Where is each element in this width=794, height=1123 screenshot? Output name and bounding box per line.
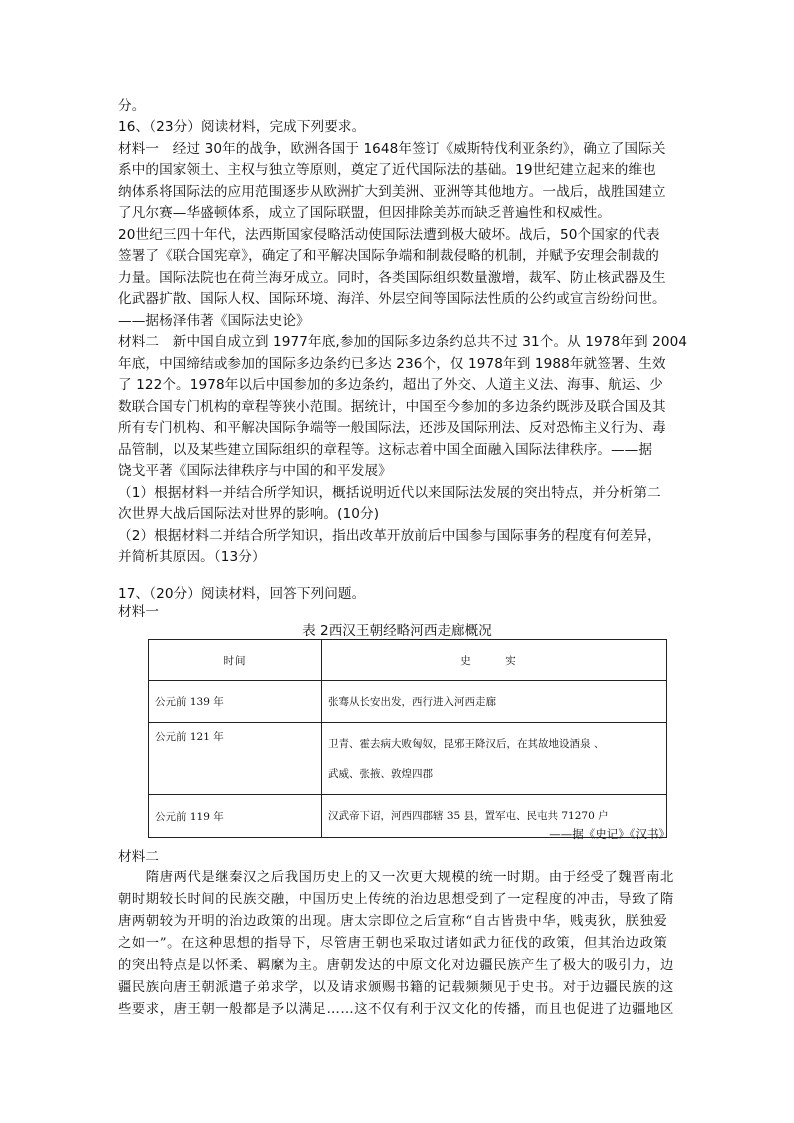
- text-line: 分。: [118, 98, 146, 114]
- facts-cell: [322, 681, 667, 723]
- text-line: 朝时期较长时间的民族交融，中国历史上传统的治边思想受到了一定程度的冲击，导致了隋: [118, 892, 674, 907]
- text-line: 疆民族向唐王朝派遣子弟求学，以及请求颁赐书籍的记载频频见于史书。对于边疆民族的这: [118, 980, 674, 995]
- material-label: 材料一: [118, 604, 160, 620]
- text-line: 所有专门机构、和平解决国际争端等一般国际法，还涉及国际刑法、反对恐怖主义行为、毒: [118, 420, 666, 436]
- text-line: 的突出特点是以怀柔、羁縻为主。唐朝发达的中原文化对边疆民族产生了极大的吸引力，边: [118, 958, 674, 973]
- question-17-heading: 17、（20分）阅读材料，回答下列问题。: [118, 586, 366, 602]
- text-line: 签署了《联合国宪章》，确定了和平解决国际争端和制裁侵略的机制，并赋予安理会制裁的: [118, 248, 659, 264]
- table-caption: 表 2西汉王朝经略河西走廊概况: [302, 623, 492, 639]
- sub-question: （2）根据材料二并结合所学知识，指出改革开放前后中国参与国际事务的程度有何差异，: [118, 528, 661, 544]
- text-line: 纳体系将国际法的应用范围逐步从欧洲扩大到美洲、亚洲等其他地方。一战后，战胜国建立: [118, 184, 666, 200]
- table-header-row: [149, 640, 667, 681]
- source-citation: ——据杨泽伟著《国际法史论》: [118, 313, 310, 329]
- table-source: ——据《史记》《汉书》: [549, 827, 670, 841]
- facts-cell: [322, 723, 667, 795]
- fact-line: 武威、张掖、敦煌四郡: [328, 767, 433, 780]
- text-line: 隋唐两代是继秦汉之后我国历史上的又一次更大规模的统一时期。由于经受了魏晋南北: [118, 870, 674, 885]
- fact-line: 张骞从长安出发，西行进入河西走廊: [328, 695, 496, 708]
- table-row: [149, 681, 667, 723]
- text-line: 材料一 经过 30年的战争，欧洲各国于 1648年签订《威斯特伐利亚条约》，确立了国际关: [118, 141, 666, 157]
- sub-question: 次世界大战后国际法对世界的影响。(10分): [118, 506, 380, 522]
- text-line: 数联合国专门机构的章程等狭小范围。据统计，中国至今参加的多边条约既涉及联合国及其: [118, 399, 666, 415]
- text-line: 系中的国家领土、主权与独立等原则，奠定了近代国际法的基础。19世纪建立起来的维也: [118, 162, 656, 178]
- time-cell: 公元前 121 年: [149, 723, 322, 795]
- question-16-heading: 16、（23分）阅读材料，完成下列要求。: [118, 119, 366, 135]
- text-line: 了 122个。1978年以后中国参加的多边条约，超出了外交、人道主义法、海事、航运、少: [118, 377, 663, 393]
- time-cell: 公元前 119 年: [149, 795, 322, 838]
- fact-line: 汉武帝下诏，河西四郡辖 35 县，置军屯、民屯共 71270 户: [328, 810, 609, 822]
- fact-line: 卫青、霍去病大败匈奴，昆邪王降汉后，在其故地设酒泉 、: [328, 737, 605, 750]
- text-line: 力量。国际法院也在荷兰海牙成立。同时，各类国际组织数量激增，裁军、防止核武器及生: [118, 270, 666, 286]
- history-table: [148, 639, 667, 838]
- column-header-time: 时间: [149, 640, 322, 681]
- sub-question: （1）根据材料一并结合所学知识，概括说明近代以来国际法发展的突出特点，并分析第二: [118, 485, 661, 501]
- text-line: 了凡尔赛—华盛顿体系，成立了国际联盟，但因排除美苏而缺乏普遍性和权威性。: [118, 205, 611, 221]
- text-line: 品管制，以及某些建立国际组织的章程等。这标志着中国全面融入国际法律秩序。——据: [118, 442, 653, 458]
- column-header-facts: 史 实: [322, 640, 667, 681]
- text-line: 材料二 新中国自成立到 1977年底,参加的国际多边条约总共不过 31个。从 1978年到 2004: [118, 334, 688, 350]
- text-line: 些要求，唐王朝一般都是予以满足……这不仅有利于汉文化的传播，而且也促进了边疆地区: [118, 1002, 674, 1017]
- text-line: 唐两朝较为开明的治边政策的出现。唐太宗即位之后宣称“自古皆贵中华，贱夷狄，朕独爱: [118, 914, 668, 929]
- source-citation: 饶戈平著《国际法律秩序与中国的和平发展》: [118, 463, 392, 479]
- sub-question: 并简析其原因。（13分）: [118, 549, 266, 565]
- table-row: [149, 723, 667, 795]
- text-line: 化武器扩散、国际人权、国际环境、海洋、外层空间等国际法性质的公约或宣言纷纷问世。: [118, 291, 666, 307]
- material-label: 材料二: [118, 849, 160, 865]
- time-cell: 公元前 139 年: [149, 681, 322, 723]
- text-line: 20世纪三四十年代，法西斯国家侵略活动使国际法遭到极大破坏。战后，50个国家的代表: [118, 227, 660, 243]
- text-line: 年底，中国缔结或参加的国际多边条约已多达 236个，仅 1978年到 1988年就签署、生效: [118, 356, 666, 372]
- text-line: 之如一”。在这种思想的指导下，尽管唐王朝也采取过诸如武力征伐的政策，但其治边政策: [118, 936, 668, 951]
